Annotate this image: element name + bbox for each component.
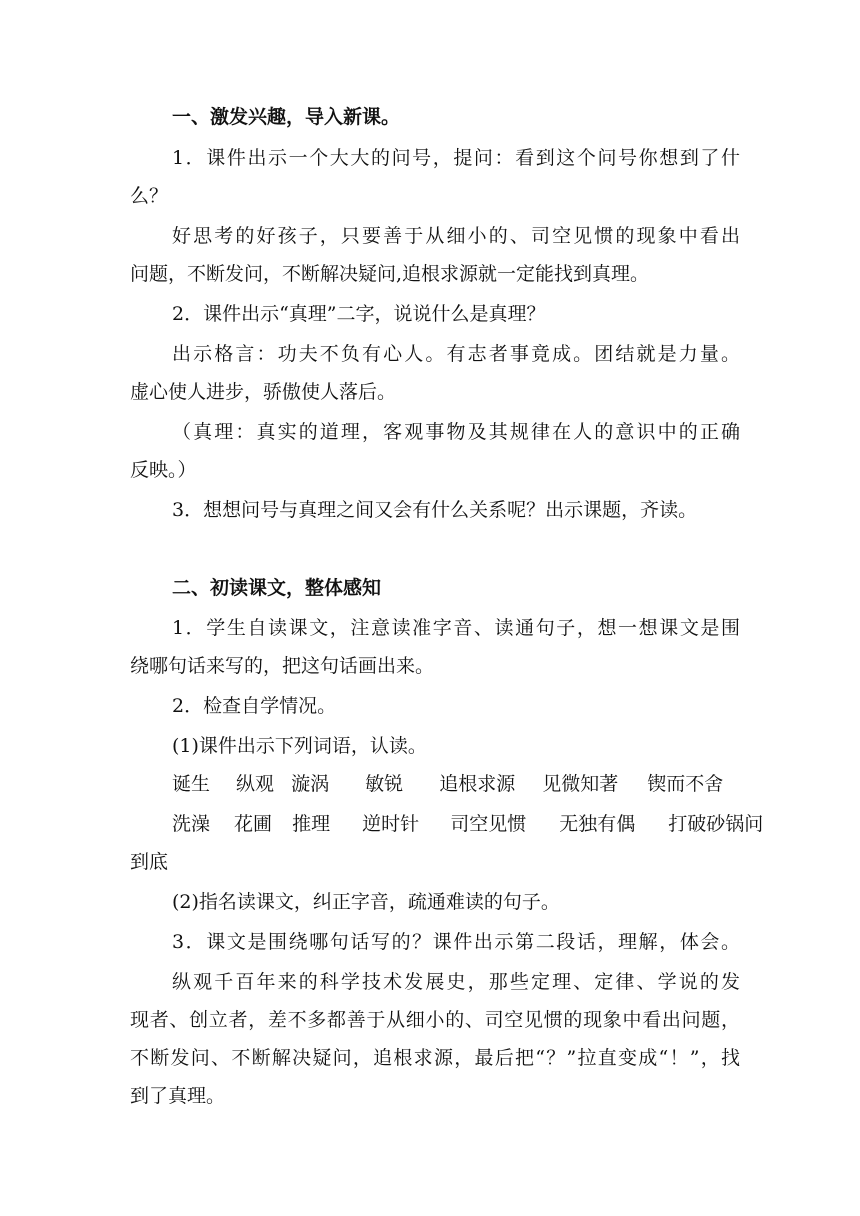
section-heading-2: 二、初读课文，整体感知 [172, 577, 382, 599]
word-item: 逆时针 [362, 813, 420, 835]
word-item: 锲而不舍 [647, 773, 724, 795]
section-heading-1: 一、激发兴趣，导入新课。 [172, 106, 401, 128]
paragraph-line: 3．课文是围绕哪句话写的？课件出示第二段话，理解，体会。 [172, 931, 740, 953]
paragraph-line: (2)指名读课文，纠正字音，疏通难读的句子。 [172, 891, 560, 913]
paragraph-line: 1．学生自读课文，注意读准字音、读通句子，想一想课文是围 [172, 617, 740, 639]
paragraph-line: 好思考的好孩子，只要善于从细小的、司空见惯的现象中看出 [172, 225, 740, 247]
word-item: 纵观 [236, 773, 275, 795]
word-item: 洗澡 [172, 813, 211, 835]
word-item: 打破砂锅问 [668, 813, 764, 835]
word-item: 敏锐 [365, 773, 404, 795]
paragraph-line: 2．课件出示“真理”二字，说说什么是真理？ [172, 303, 546, 325]
word-list-row-1 [172, 771, 740, 797]
paragraph-line: 么？ [130, 185, 169, 207]
paragraph-line: 1．课件出示一个大大的问号，提问：看到这个问号你想到了什 [172, 147, 740, 169]
word-item: 追根求源 [439, 773, 516, 795]
word-item: 见微知著 [542, 773, 619, 795]
paragraph-line: 不断发问、不断解决疑问，追根求源，最后把“？”拉直变成“！”，找 [130, 1047, 740, 1069]
word-item: 诞生 [172, 773, 211, 795]
paragraph-line: 到了真理。 [130, 1085, 226, 1107]
paragraph-line: 3．想想问号与真理之间又会有什么关系呢？出示课题，齐读。 [172, 499, 698, 521]
paragraph-line: 2．检查自学情况。 [172, 695, 337, 717]
paragraph-line: 到底 [130, 851, 169, 873]
paragraph-line: 纵观千百年来的科学技术发展史，那些定理、定律、学说的发 [172, 971, 740, 993]
word-item: 司空见惯 [450, 813, 527, 835]
word-item: 花圃 [234, 813, 273, 835]
word-item: 推理 [292, 813, 331, 835]
paragraph-line: 反映。） [130, 459, 197, 481]
paragraph-line: (1)课件出示下列词语，认读。 [172, 735, 427, 757]
paragraph-line: 现者、创立者，差不多都善于从细小的、司空见惯的现象中看出问题， [130, 1009, 740, 1031]
word-list-row-2 [172, 811, 764, 837]
paragraph-line: 绕哪句话来写的，把这句话画出来。 [130, 655, 435, 677]
paragraph-line: 问题，不断发问，不断解决疑问,追根求源就一定能找到真理。 [130, 263, 650, 285]
paragraph-line: 出示格言：功夫不负有心人。有志者事竟成。团结就是力量。 [172, 343, 740, 365]
paragraph-line: （真理：真实的道理，客观事物及其规律在人的意识中的正确 [172, 421, 740, 443]
paragraph-line: 虚心使人进步，骄傲使人落后。 [130, 381, 397, 403]
word-item: 无独有偶 [559, 813, 636, 835]
word-item: 漩涡 [291, 773, 330, 795]
